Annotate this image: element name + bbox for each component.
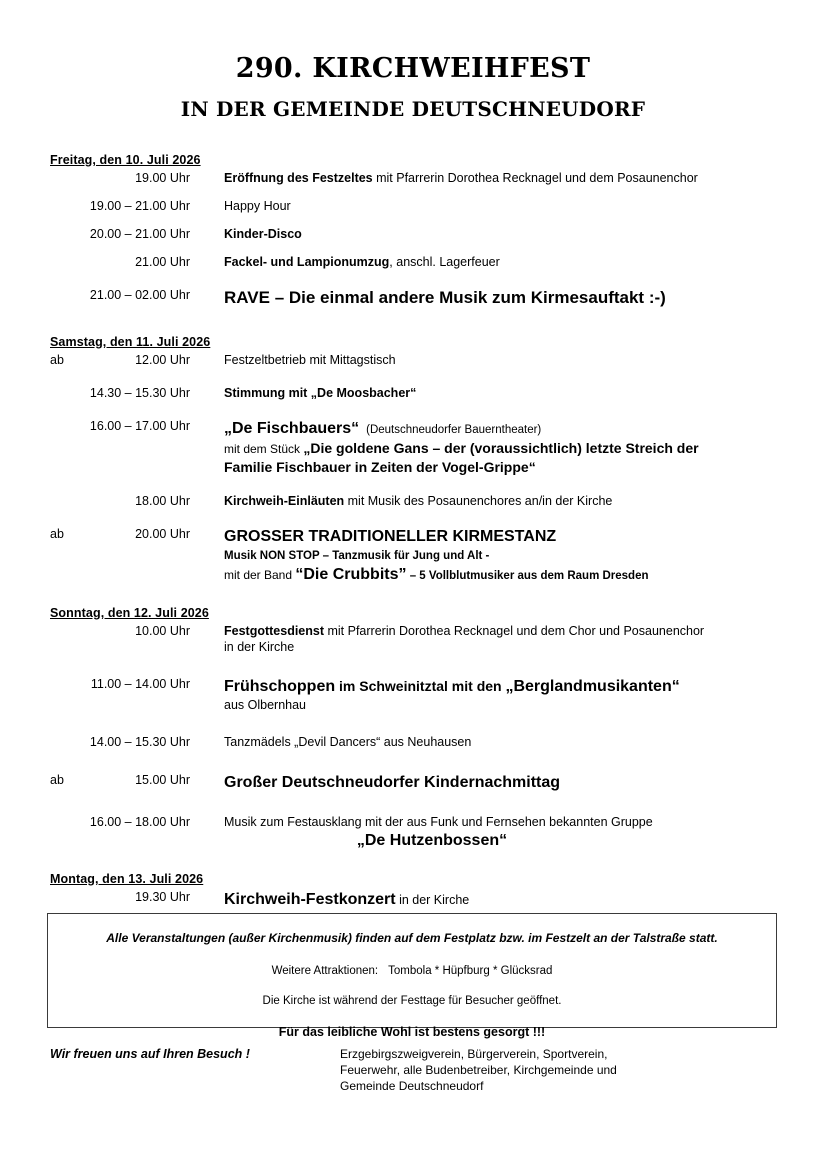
row-time: 14.30 – 15.30 Uhr <box>89 385 190 400</box>
dance-headline: GROSSER TRADITIONELLER KIRMESTANZ <box>224 527 557 545</box>
theatre-play-title-1: „Die goldene Gans – der (voraussichtlich) letzte Streich der <box>303 439 699 456</box>
schedule-row <box>50 287 790 309</box>
info-box <box>47 913 777 1039</box>
day-heading: Samstag, den 11. Juli 2026 <box>50 334 211 349</box>
row-description <box>190 676 790 713</box>
dance-band-line <box>224 564 790 585</box>
info-attractions-value: Tombola * Hüpfburg * Glücksrad <box>388 965 553 977</box>
row-description: Festzeltbetrieb mit Mittagstisch <box>224 352 396 367</box>
row-description <box>190 526 790 585</box>
spacer <box>50 853 790 872</box>
spacer <box>50 753 790 772</box>
info-church-note: Die Kirche ist während der Festtage für Besucher geöffnet. <box>262 995 562 1007</box>
theatre-title-line <box>224 418 790 439</box>
info-attractions <box>48 965 776 977</box>
day-heading: Sonntag, den 12. Juli 2026 <box>50 605 209 620</box>
day-block-saturday <box>50 335 790 585</box>
theatre-title: „De Fischbauers“ <box>224 419 360 437</box>
row-description <box>190 287 790 309</box>
row-description: Happy Hour <box>224 198 291 213</box>
row-time: 19.00 Uhr <box>135 170 190 185</box>
schedule-row <box>50 352 790 369</box>
spacer <box>50 587 790 606</box>
fruehschoppen-line-2 <box>224 697 790 713</box>
fruehschoppen-origin: aus Olbernhau <box>224 697 307 712</box>
organizer-line-1: Erzgebirgszweigverein, Bürgerverein, Sportverein, <box>340 1047 608 1061</box>
dance-band-detail: – 5 Vollblutmusiker aus dem Raum Dresden <box>406 569 649 582</box>
organizer-line-3: Gemeinde Deutschneudorf <box>340 1079 484 1093</box>
row-description <box>190 385 790 402</box>
row-time: 19.30 Uhr <box>135 889 190 904</box>
footer-organizers <box>340 1046 790 1094</box>
spacer <box>50 189 790 198</box>
spacer <box>50 404 790 418</box>
service-line-2 <box>224 639 790 655</box>
day-block-sunday <box>50 606 790 851</box>
row-detail: mit Pfarrerin Dorothea Recknagel und dem Chor und Posaunenchor <box>324 623 705 638</box>
row-time: 20.00 Uhr <box>135 526 190 541</box>
footer <box>50 1046 790 1094</box>
row-title: Kinder-Disco <box>224 226 302 241</box>
schedule-row-dance <box>50 526 790 585</box>
dance-subtitle: Musik NON STOP – Tanzmusik für Jung und Alt - <box>224 549 490 562</box>
schedule-row <box>50 772 790 793</box>
schedule-row-fruehschoppen <box>50 676 790 713</box>
row-time: 16.00 – 17.00 Uhr <box>89 418 190 433</box>
row-time: 10.00 Uhr <box>135 623 190 638</box>
schedule-row <box>50 226 790 243</box>
row-time: 20.00 – 21.00 Uhr <box>89 226 190 241</box>
row-title: Stimmung mit „De Moosbacher“ <box>224 385 417 400</box>
row-title: Eröffnung des Festzeltes <box>224 170 373 185</box>
row-time: 12.00 Uhr <box>135 352 190 367</box>
row-description: Tanzmädels „Devil Dancers“ aus Neuhausen <box>224 734 472 749</box>
day-block-monday <box>50 872 790 910</box>
closing-line-1 <box>224 814 790 830</box>
row-detail: in der Kirche <box>395 892 470 907</box>
info-venue-note: Alle Veranstaltungen (außer Kirchenmusik) finden auf dem Festplatz bzw. im Festzelt an der Talstraße statt. <box>106 931 718 945</box>
row-prefix: ab <box>50 352 64 367</box>
row-detail: mit Musik des Posaunenchores an/in der Kirche <box>344 493 613 508</box>
row-time: 11.00 – 14.00 Uhr <box>90 676 190 691</box>
schedule-row <box>50 254 790 271</box>
row-description <box>190 493 790 510</box>
theatre-play-title-2: Familie Fischbauer in Zeiten der Vogel-Grippe“ <box>224 458 536 475</box>
fruehschoppen-band: „Berglandmusikanten“ <box>505 677 680 695</box>
fruehschoppen-line-1 <box>224 676 790 697</box>
row-prefix: ab <box>50 772 64 787</box>
info-catering-note: Für das leibliche Wohl ist bestens gesorgt !!! <box>278 1025 546 1039</box>
row-title: Festgottesdienst <box>224 623 325 638</box>
closing-line-2 <box>224 830 790 851</box>
row-description <box>190 889 790 910</box>
spacer <box>50 715 790 734</box>
spacer <box>50 273 790 287</box>
row-time: 21.00 – 02.00 Uhr <box>89 287 190 302</box>
schedule-row <box>50 493 790 510</box>
closing-detail: Musik zum Festausklang mit der aus Funk und Fernsehen bekannten Gruppe <box>224 814 653 829</box>
schedule-row <box>50 198 790 215</box>
row-detail-2: in der Kirche <box>224 639 295 654</box>
row-title: Kirchweih-Festkonzert <box>224 890 396 908</box>
spacer <box>50 657 790 676</box>
row-time: 15.00 Uhr <box>135 772 190 787</box>
day-heading: Montag, den 13. Juli 2026 <box>50 871 204 886</box>
schedule-row <box>50 385 790 402</box>
day-block-friday <box>50 153 790 309</box>
row-detail: , anschl. Lagerfeuer <box>389 254 500 269</box>
page-header <box>0 0 826 120</box>
row-description <box>190 170 790 187</box>
row-prefix: ab <box>50 526 64 541</box>
row-description <box>190 772 790 793</box>
fruehschoppen-title: Frühschoppen <box>224 677 336 695</box>
page-title: 290. KIRCHWEIHFEST <box>235 53 591 84</box>
spacer <box>50 311 790 335</box>
theatre-group: (Deutschneudorfer Bauerntheater) <box>366 423 542 436</box>
schedule <box>0 153 826 910</box>
closing-band: „De Hutzenbossen“ <box>356 831 508 849</box>
organizer-line-2: Feuerwehr, alle Budenbetreiber, Kirchgemeinde und <box>340 1063 617 1077</box>
row-description <box>190 254 790 271</box>
row-time: 18.00 Uhr <box>135 493 190 508</box>
spacer <box>50 479 790 493</box>
day-heading: Freitag, den 10. Juli 2026 <box>50 152 201 167</box>
row-title: Fackel- und Lampionumzug <box>224 254 390 269</box>
dance-headline-line <box>224 526 790 547</box>
spacer <box>50 371 790 385</box>
row-detail: mit Pfarrerin Dorothea Recknagel und dem Posaunenchor <box>372 170 698 185</box>
spacer <box>50 512 790 526</box>
dance-band-name: “Die Crubbits” <box>295 565 407 583</box>
row-description <box>190 418 790 477</box>
fruehschoppen-detail: im Schweinitztal mit den <box>335 677 506 694</box>
theatre-play-line-2 <box>224 458 790 477</box>
spacer <box>50 245 790 254</box>
schedule-row-theatre <box>50 418 790 477</box>
row-time: 16.00 – 18.00 Uhr <box>89 814 190 829</box>
row-time: 21.00 Uhr <box>135 254 190 269</box>
schedule-row <box>50 889 790 910</box>
theatre-play-line-1 <box>224 439 790 458</box>
row-time: 19.00 – 21.00 Uhr <box>89 198 190 213</box>
schedule-row <box>50 623 790 655</box>
schedule-row <box>50 170 790 187</box>
theatre-intro: mit dem Stück <box>224 441 304 456</box>
row-description <box>190 814 790 851</box>
service-line-1 <box>224 623 790 639</box>
info-attractions-label: Weitere Attraktionen: <box>271 965 379 977</box>
spacer <box>50 217 790 226</box>
row-title: Kirchweih-Einläuten <box>224 493 345 508</box>
dance-subline <box>224 547 790 564</box>
row-description <box>190 226 790 243</box>
dance-band-intro: mit der Band <box>224 567 296 582</box>
page-subtitle: IN DER GEMEINDE DEUTSCHNEUDORF <box>180 96 646 121</box>
row-headline: RAVE – Die einmal andere Musik zum Kirmesauftakt :-) <box>224 287 666 307</box>
row-description <box>190 623 790 655</box>
schedule-row <box>50 734 790 751</box>
row-time: 14.00 – 15.30 Uhr <box>89 734 190 749</box>
schedule-row-closing <box>50 814 790 851</box>
row-headline: Großer Deutschneudorfer Kindernachmittag <box>224 773 561 791</box>
footer-greeting: Wir freuen uns auf Ihren Besuch ! <box>50 1047 250 1061</box>
spacer <box>50 795 790 814</box>
